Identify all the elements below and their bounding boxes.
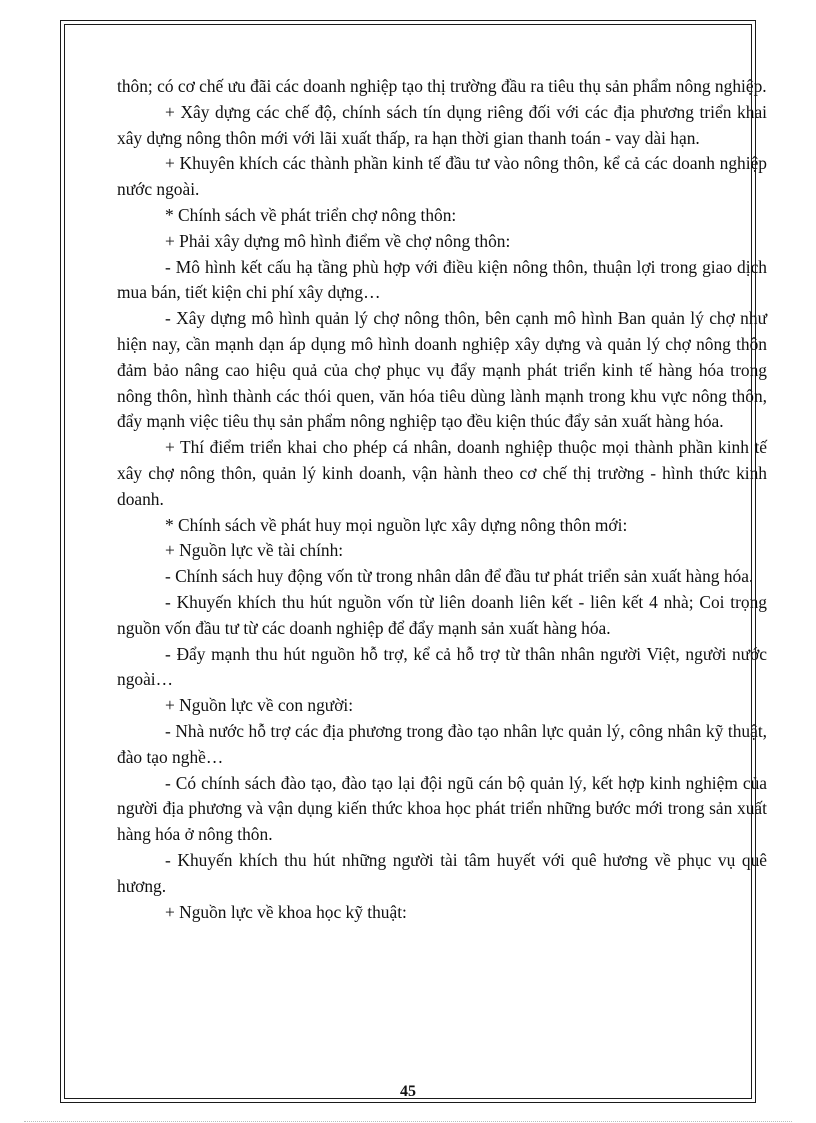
- paragraph: + Nguồn lực về tài chính:: [165, 540, 344, 561]
- paragraph: + Nguồn lực về khoa học kỹ thuật:: [165, 901, 407, 922]
- paragraph: + Phải xây dựng mô hình điểm về chợ nông thôn:: [165, 230, 511, 251]
- paragraph: * Chính sách về phát triển chợ nông thôn:: [165, 204, 457, 225]
- paragraph: - Đẩy mạnh thu hút nguồn hỗ trợ, kể cả hỗ trợ từ thân nhân người Việt, người nước ngoài…: [117, 643, 767, 690]
- paragraph: - Nhà nước hỗ trợ các địa phương trong đào tạo nhân lực quản lý, công nhân kỹ thuật, đào tạo nghề…: [117, 720, 767, 767]
- document-body: [117, 74, 767, 925]
- paragraph: - Mô hình kết cấu hạ tầng phù hợp với điều kiện nông thôn, thuận lợi trong giao dịch mua bán, tiết kiện chi phí xây dựng…: [117, 256, 767, 303]
- paragraph: + Thí điểm triển khai cho phép cá nhân, doanh nghiệp thuộc mọi thành phần kinh tế xây chợ nông thôn, quản lý kinh doanh, vận hành theo cơ chế thị trường - hình thức kinh doanh.: [117, 437, 767, 509]
- paragraph: thôn; có cơ chế ưu đãi các doanh nghiệp tạo thị trường đầu ra tiêu thụ sản phẩm nông nghiệp.: [117, 76, 767, 96]
- paragraph: + Xây dựng các chế độ, chính sách tín dụng riêng đối với các địa phương triển khai xây dựng nông thôn mới với lãi xuất thấp, ra hạn thời gian thanh toán - vay dài hạn.: [117, 101, 767, 148]
- paragraph: - Chính sách huy động vốn từ trong nhân dân để đầu tư phát triển sản xuất hàng hóa.: [165, 566, 754, 587]
- paragraph: - Khuyến khích thu hút những người tài tâm huyết với quê hương về phục vụ quê hương.: [117, 849, 767, 896]
- paragraph: + Khuyên khích các thành phần kinh tế đầu tư vào nông thôn, kể cả các doanh nghiệp nước ngoài.: [117, 153, 767, 200]
- paragraph: - Xây dựng mô hình quản lý chợ nông thôn, bên cạnh mô hình Ban quản lý chợ như hiện nay, cần mạnh dạn áp dụng mô hình doanh nghiệp xây dựng và quản lý chợ nông thôn đảm bảo nâng cao hiệu quả của chợ phục vụ đẩy mạnh phát triển kinh tế hàng hóa trong nông thôn, hình thành các thói quen, văn hóa tiêu dùng lành mạnh trong khu vực nông thôn, đẩy mạnh việc tiêu thụ sản phẩm nông nghiệp tạo đều kiện thúc đẩy sản xuất hàng hóa.: [117, 308, 767, 432]
- paragraph: - Có chính sách đào tạo, đào tạo lại đội ngũ cán bộ quản lý, kết hợp kinh nghiệm của người địa phương và vận dụng kiến thức khoa học phát triển những bước mới trong sản xuất hàng hóa ở nông thôn.: [117, 772, 767, 845]
- paragraph: - Khuyến khích thu hút nguồn vốn từ liên doanh liên kết - liên kết 4 nhà; Coi trọng nguồn vốn đầu tư từ các doanh nghiệp để đẩy mạnh sản xuất hàng hóa.: [117, 591, 767, 638]
- page-separator: [24, 1121, 792, 1122]
- paragraph: * Chính sách về phát huy mọi nguồn lực xây dựng nông thôn mới:: [165, 514, 628, 535]
- page-number: 45: [400, 1083, 416, 1100]
- paragraph: + Nguồn lực về con người:: [165, 695, 354, 716]
